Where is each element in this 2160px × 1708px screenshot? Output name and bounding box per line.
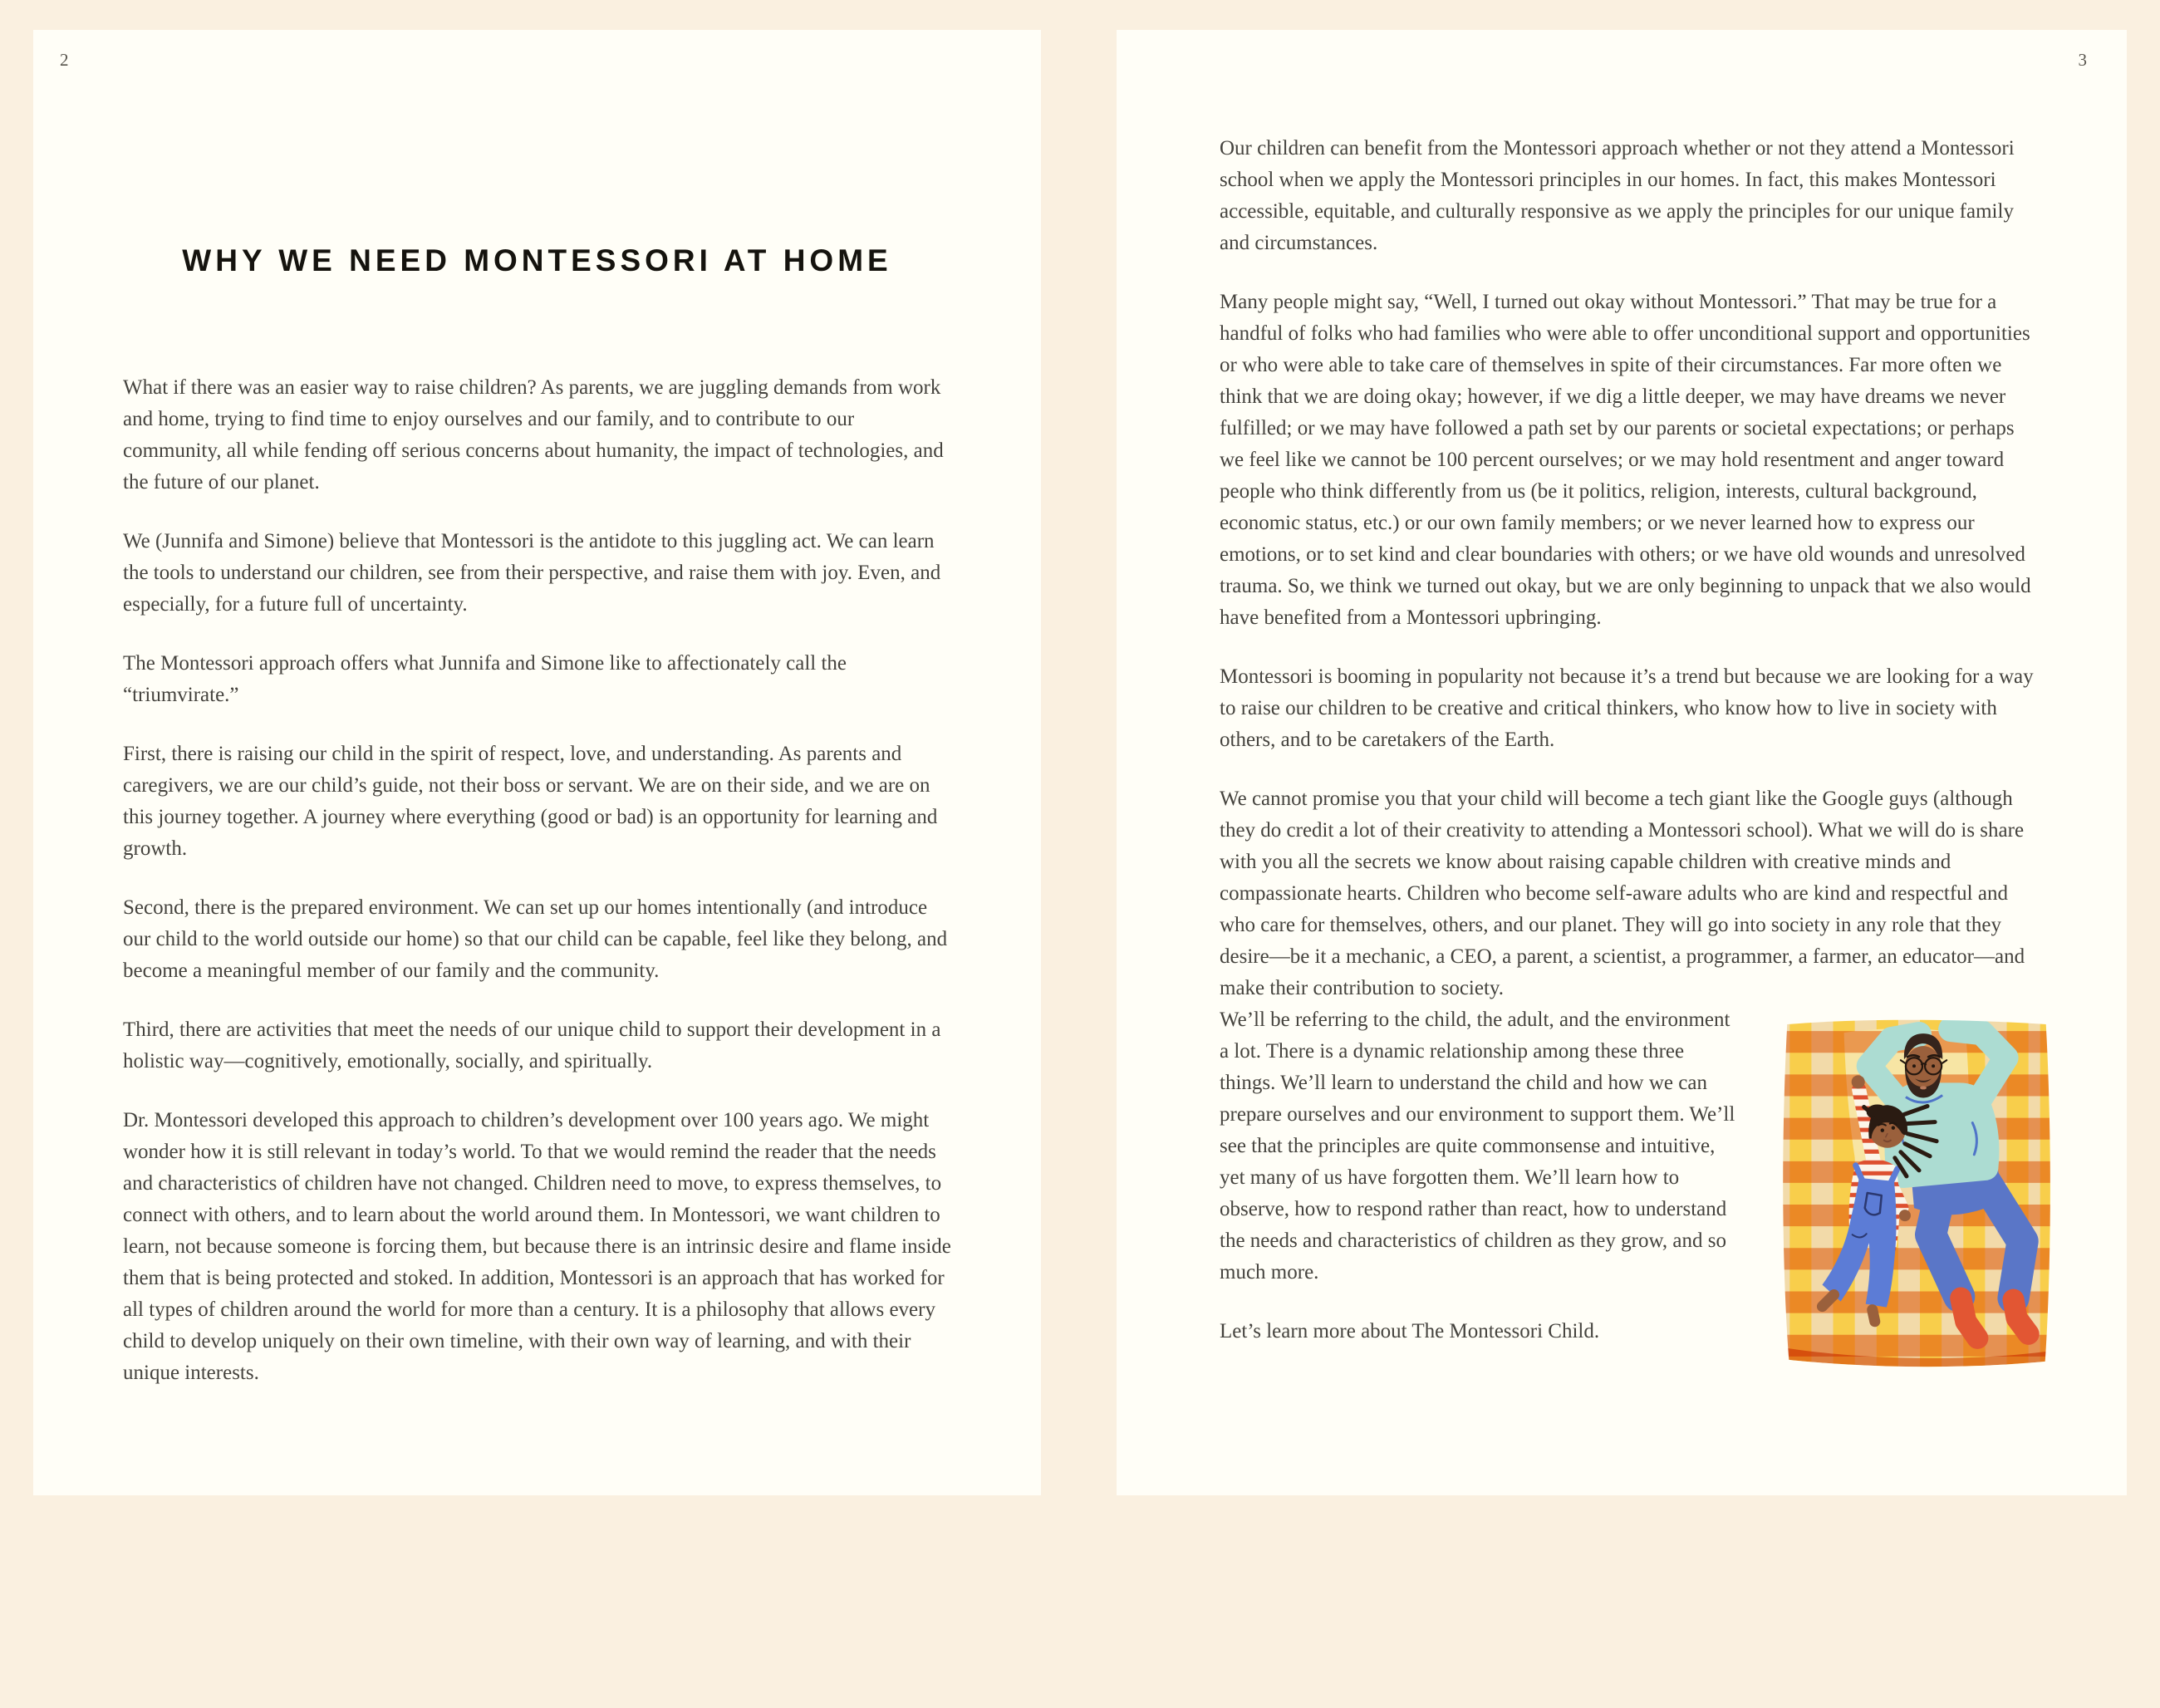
blanket-illustration-svg (1779, 1016, 2054, 1373)
page-left (33, 30, 1041, 1495)
chapter-heading: WHY WE NEED MONTESSORI AT HOME (182, 243, 892, 277)
paragraph: Let’s learn more about The Montessori Child. (1220, 1320, 1600, 1342)
paragraph: The Montessori approach offers what Junnifa and Simone like to affectionately call the “triumvirate.” (123, 652, 847, 706)
paragraph: Our children can benefit from the Montessori approach whether or not they attend a Montessori school when we apply the Montessori principles in our homes. In fact, this makes Montessori accessible, equitable, and culturally responsive as we apply the principles for our unique family and circumstances. (1220, 137, 2015, 254)
paragraph: We’ll be referring to the child, the adult, and the environment a lot. There is a dynamic relationship among these three things. We’ll learn to understand the child and how we can prepare ourselves and our environment to support them. We’ll see that the principles are quite commonsense and intuitive, yet many of us have forgotten them. We’ll learn how to observe, how to respond rather than react, how to understand the needs and characteristics of children as they grow, and so much more. (1220, 1009, 1735, 1283)
paragraph: Dr. Montessori developed this approach to children’s development over 100 years ago. We might wonder how it is still relevant in today’s world. To that we would remind the reader that the needs and characteristics of children have not changed. Children need to move, to express themselves, to connect with others, and to learn about the world around them. In Montessori, we want children to learn, not because someone is forcing them, but because there is an intrinsic desire and flame inside them that is being protected and stoked. In addition, Montessori is an approach that has worked for all types of children around the world for more than a century. It is a philosophy that allows every child to develop uniquely on their own timeline, with their own way of learning, and with their unique interests. (123, 1109, 951, 1384)
right-page-paragraphs-top (1220, 133, 2040, 1004)
paragraph: We cannot promise you that your child will become a tech giant like the Google guys (although they do credit a lot of their creativity to attending a Montessori school). What we will do is share with you all the secrets we know about raising capable children with creative minds and compassionate hearts. Children who become self-aware adults who are kind and respectful and who care for themselves, others, and our planet. They will go into society in any role that they desire—be it a mechanic, a CEO, a parent, a scientist, a programmer, a farmer, an educator—and make their contribution to society. (1220, 788, 2025, 999)
paragraph: What if there was an easier way to raise children? As parents, we are juggling demands from work and home, trying to find time to enjoy ourselves and our family, and to contribute to our community, all while fending off serious concerns about humanity, the impact of technologies, and the future of our planet. (123, 376, 944, 493)
paragraph: Montessori is booming in popularity not because it’s a trend but because we are looking for a way to raise our children to be creative and critical thinkers, who know how to live in society with others, and to be caretakers of the Earth. (1220, 665, 2034, 751)
paragraph: Many people might say, “Well, I turned out okay without Montessori.” That may be true for a handful of folks who had families who were able to offer unconditional support and opportunities or who were able to take care of themselves in spite of their circumstances. Far more often we think that we are doing okay; however, if we dig a little deeper, we may have dreams we never fulfilled; or we may have followed a path set by our parents or societal expectations; or perhaps we feel like we cannot be 100 percent ourselves; or we may hold resentment and anger toward people who think differently from us (be it politics, religion, interests, cultural background, economic status, etc.) or our own family members; or we never learned how to express our emotions, or to set kind and clear boundaries with others; or we have old wounds and unresolved trauma. So, we think we turned out okay, but we are only beginning to unpack that we also would have benefited from a Montessori upbringing. (1220, 291, 2031, 629)
page-right (1117, 30, 2127, 1495)
left-page-content (33, 243, 1041, 1708)
right-page-content (1117, 133, 2127, 1598)
illustration-parent-child-blanket (1779, 1016, 2054, 1373)
page-number-right: 3 (2078, 50, 2087, 70)
left-page-paragraphs (123, 372, 951, 1389)
paragraph: First, there is raising our child in the spirit of respect, love, and understanding. As parents and caregivers, we are our child’s guide, not their boss or servant. We are on their side, and we are on this journey together. A journey where everything (good or bad) is an opportunity for learning and growth. (123, 743, 938, 860)
page-number-left: 2 (60, 50, 69, 70)
paragraph: Third, there are activities that meet the needs of our unique child to support their development in a holistic way—cognitively, emotionally, socially, and spiritually. (123, 1018, 941, 1072)
paragraph: Second, there is the prepared environment. We can set up our homes intentionally (and introduce our child to the world outside our home) so that our child can be capable, feel like they belong, and become a meaningful member of our family and the community. (123, 896, 948, 982)
paragraph: We (Junnifa and Simone) believe that Montessori is the antidote to this juggling act. We can learn the tools to understand our children, see from their perspective, and raise them with joy. Even, and especially, for a future full of uncertainty. (123, 530, 941, 616)
